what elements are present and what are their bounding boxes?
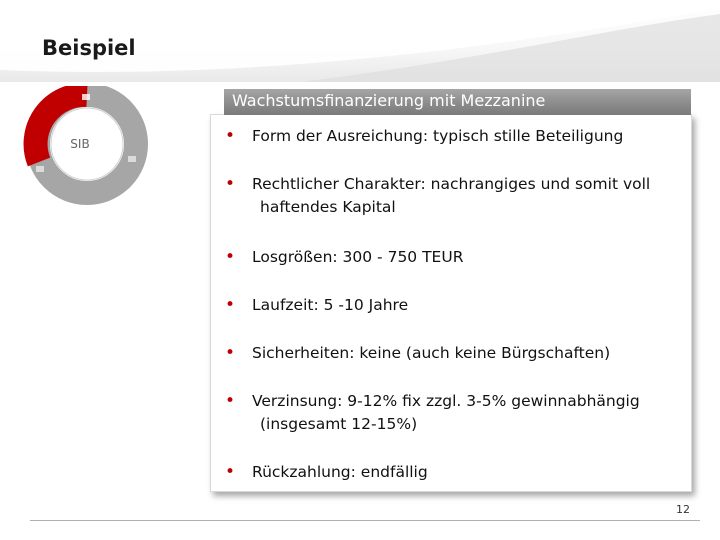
bullet-text-line2: (insgesamt 12-15%) <box>260 415 418 433</box>
bullet-dot-icon: • <box>225 295 236 315</box>
bullet-item <box>225 342 678 365</box>
bullet-dot-icon: • <box>225 174 236 194</box>
sib-ring-graphic <box>20 86 154 206</box>
page-number: 12 <box>676 503 690 516</box>
ring-label: SIB <box>70 137 90 151</box>
bullet-dot-icon: • <box>225 126 236 146</box>
bullet-item <box>225 461 678 484</box>
bullet-dot-icon: • <box>225 391 236 411</box>
bullet-text-line1: Verzinsung: 9-12% fix zzgl. 3-5% gewinnabhängig <box>252 392 640 410</box>
bullet-text-line1: Laufzeit: 5 -10 Jahre <box>252 296 409 314</box>
slide-title: Beispiel <box>42 36 136 60</box>
bullet-item <box>225 173 678 219</box>
bullet-dot-icon: • <box>225 462 236 482</box>
bullet-text-line1: Rechtlicher Charakter: nachrangiges und somit voll <box>252 175 651 193</box>
bullet-item <box>225 390 678 436</box>
bullet-item <box>225 246 678 269</box>
bullet-text-line1: Sicherheiten: keine (auch keine Bürgschaften) <box>252 344 611 362</box>
box-header <box>224 89 691 115</box>
bottom-rule <box>30 520 700 521</box>
bullet-text-line1: Rückzahlung: endfällig <box>252 463 428 481</box>
bullet-item <box>225 125 678 148</box>
box-header-label: Wachstumsfinanzierung mit Mezzanine <box>232 91 546 110</box>
bullet-item <box>225 294 678 317</box>
bullet-text-line1: Losgrößen: 300 - 750 TEUR <box>252 248 464 266</box>
bullet-text-line1: Form der Ausreichung: typisch stille Beteiligung <box>252 127 624 145</box>
bullet-text-line2: haftendes Kapital <box>260 198 396 216</box>
bullet-dot-icon: • <box>225 343 236 363</box>
bullet-dot-icon: • <box>225 247 236 267</box>
